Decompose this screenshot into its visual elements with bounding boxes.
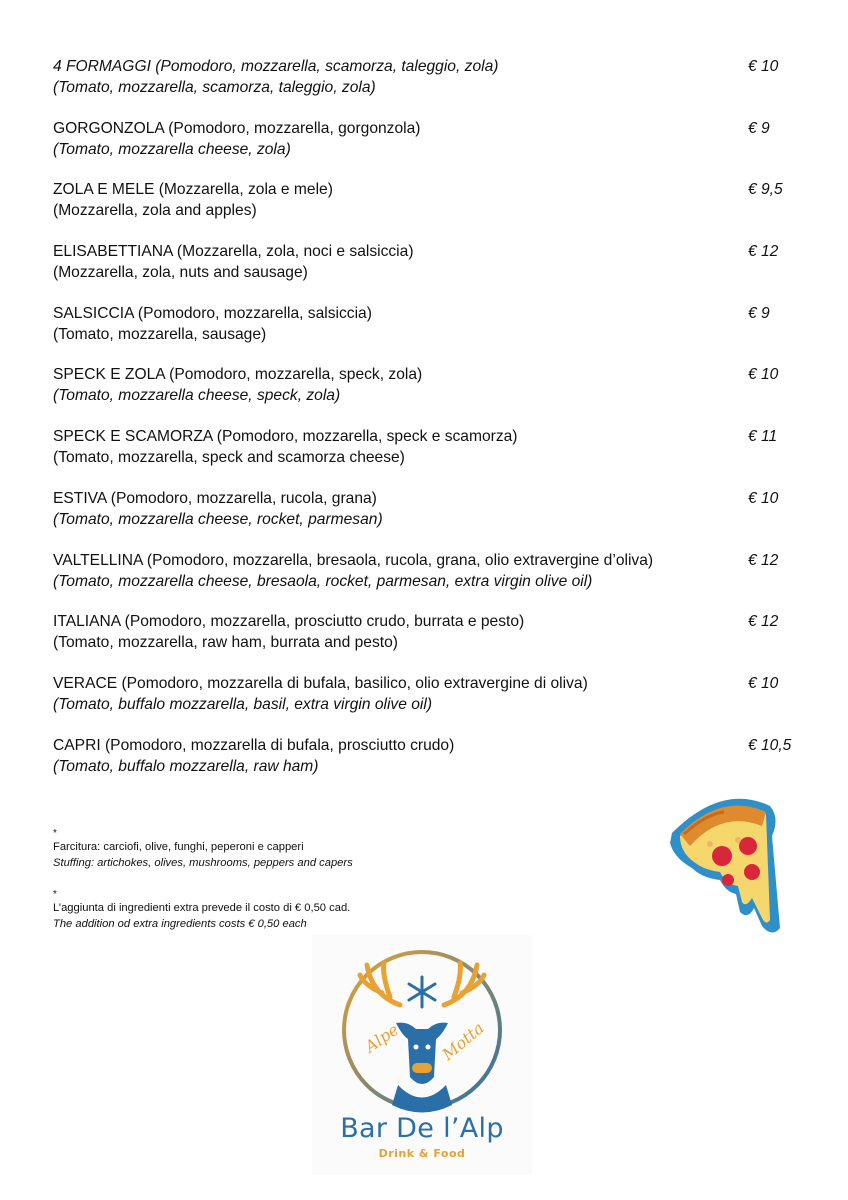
menu-item-name: CAPRI (Pomodoro, mozzarella di bufala, prosciutto crudo) — [53, 736, 455, 754]
menu-item — [53, 179, 813, 241]
menu-item-name: ZOLA E MELE (Mozzarella, zola e mele) — [53, 181, 333, 199]
menu-item-price: € 9 — [748, 119, 770, 137]
menu-item-name: SALSICCIA (Pomodoro, mozzarella, salsiccia) — [53, 304, 372, 322]
menu-item-translation: (Tomato, mozzarella, sausage) — [53, 325, 267, 343]
logo-arc-right: Motta — [438, 1018, 488, 1065]
menu-item-price: € 11 — [748, 428, 778, 446]
menu-item — [53, 611, 813, 673]
menu-item-price: € 10 — [748, 489, 779, 507]
menu-item — [53, 488, 813, 550]
menu-item-name: ITALIANA (Pomodoro, mozzarella, prosciutto crudo, burrata e pesto) — [53, 613, 525, 631]
pizza-slice-icon — [662, 788, 802, 938]
menu-item-translation: (Tomato, mozzarella, raw ham, burrata and pesto) — [53, 634, 398, 652]
menu-item-price: € 10 — [748, 366, 779, 384]
note-stuffing-en: Stuffing: artichokes, olives, mushrooms, peppers and capers — [53, 856, 353, 869]
menu-item — [53, 118, 813, 180]
note-stuffing — [53, 828, 473, 871]
menu-item-name: 4 FORMAGGI (Pomodoro, mozzarella, scamorza, taleggio, zola) — [53, 58, 499, 75]
menu-item-price: € 10 — [748, 58, 779, 75]
menu-item-name: VERACE (Pomodoro, mozzarella di bufala, basilico, olio extravergine di oliva) — [53, 674, 588, 692]
pizza-menu-list — [53, 56, 813, 796]
menu-item — [53, 364, 813, 426]
menu-item-name: GORGONZOLA (Pomodoro, mozzarella, gorgonzola) — [53, 119, 421, 137]
menu-item — [53, 303, 813, 365]
note-extra-ingredients — [53, 889, 473, 932]
menu-item-price: € 9,5 — [748, 181, 783, 199]
brand-name: Bar De l’Alp — [340, 1113, 504, 1144]
note-asterisk: * — [53, 828, 57, 839]
menu-item-name: ELISABETTIANA (Mozzarella, zola, noci e salsiccia) — [53, 243, 414, 261]
menu-item-translation: (Mozzarella, zola, nuts and sausage) — [53, 264, 308, 282]
menu-item-name: VALTELLINA (Pomodoro, mozzarella, bresaola, rucola, grana, olio extravergine d’oliva) — [53, 551, 654, 569]
menu-item-price: € 12 — [748, 551, 779, 569]
menu-item-translation: (Tomato, mozzarella cheese, zola) — [53, 140, 291, 158]
logo-arc-left: Alpe — [361, 1019, 403, 1057]
menu-item-name: SPECK E ZOLA (Pomodoro, mozzarella, speck, zola) — [53, 366, 423, 384]
menu-item-translation: (Tomato, mozzarella cheese, bresaola, rocket, parmesan, extra virgin olive oil) — [53, 572, 593, 590]
menu-item-name: ESTIVA (Pomodoro, mozzarella, rucola, grana) — [53, 489, 377, 507]
menu-item-price: € 12 — [748, 613, 779, 631]
brand-tagline: Drink & Food — [378, 1147, 466, 1160]
menu-item-price: € 9 — [748, 304, 770, 322]
snowflake-icon — [409, 977, 435, 1007]
menu-item-translation: (Tomato, buffalo mozzarella, raw ham) — [53, 757, 319, 775]
note-extra-en: The addition od extra ingredients costs € 0,50 each — [53, 917, 307, 930]
menu-item-translation: (Tomato, mozzarella, speck and scamorza cheese) — [53, 449, 405, 467]
menu-item-price: € 10 — [748, 674, 779, 692]
menu-item-translation: (Tomato, mozzarella cheese, rocket, parmesan) — [53, 510, 383, 528]
menu-item-price: € 12 — [748, 243, 779, 261]
menu-item — [53, 550, 813, 612]
note-extra-it: L’aggiunta di ingredienti extra prevede il costo di € 0,50 cad. — [53, 902, 351, 914]
menu-item — [53, 241, 813, 303]
menu-item-price: € 10,5 — [748, 736, 792, 754]
note-stuffing-it: Farcitura: carciofi, olive, funghi, peperoni e capperi — [53, 841, 304, 853]
menu-item — [53, 426, 813, 488]
menu-item-name: SPECK E SCAMORZA (Pomodoro, mozzarella, speck e scamorza) — [53, 428, 518, 446]
deer-logo-icon — [312, 935, 532, 1115]
menu-item — [53, 735, 813, 797]
menu-notes — [53, 828, 473, 950]
note-asterisk: * — [53, 889, 57, 900]
menu-item-translation: (Tomato, mozzarella, scamorza, taleggio, zola) — [53, 79, 376, 96]
menu-item-translation: (Mozzarella, zola and apples) — [53, 202, 257, 220]
menu-item-translation: (Tomato, buffalo mozzarella, basil, extra virgin olive oil) — [53, 695, 433, 713]
bar-de-lalp-logo — [312, 935, 532, 1175]
menu-item-translation: (Tomato, mozzarella cheese, speck, zola) — [53, 387, 341, 405]
menu-item — [53, 673, 813, 735]
menu-item — [53, 56, 813, 118]
